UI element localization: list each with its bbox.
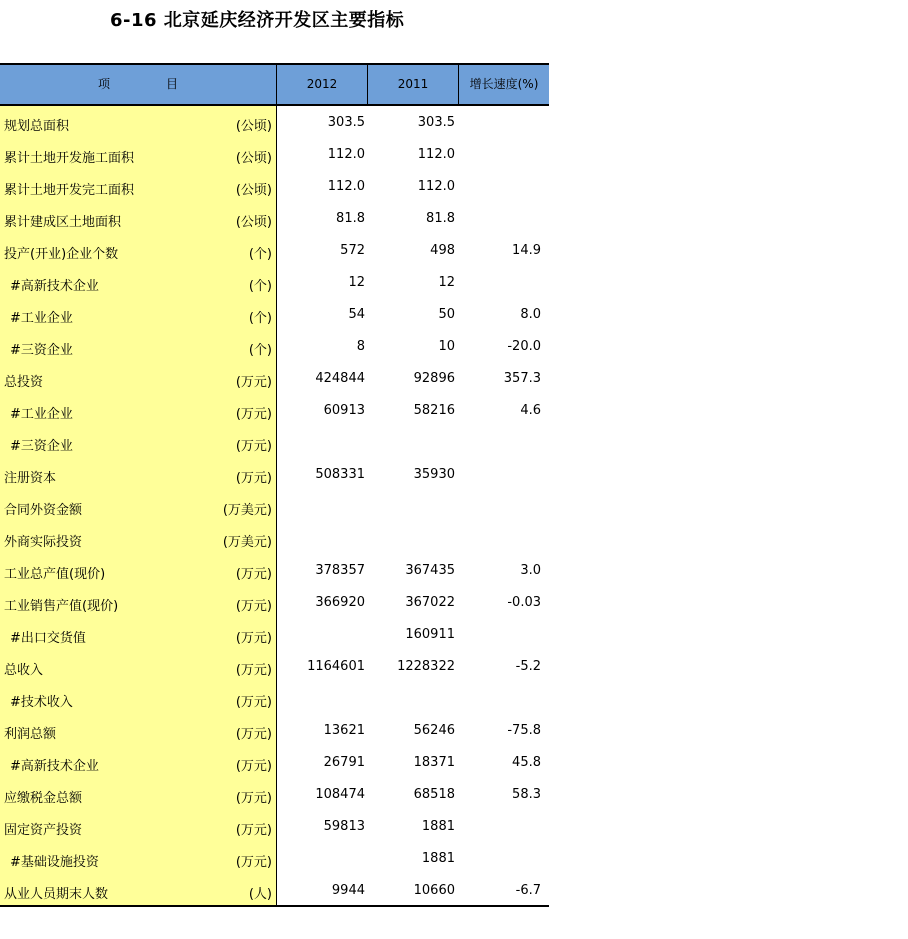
table-title: 6-16 北京延庆经济开发区主要指标 xyxy=(110,10,405,31)
value-2011: 1881 xyxy=(421,851,455,866)
value-2011: 58216 xyxy=(413,403,455,418)
value-2011: 112.0 xyxy=(417,179,455,194)
header-2011: 2011 xyxy=(397,77,429,91)
value-2011: 12 xyxy=(438,275,455,290)
row-unit: (万元) xyxy=(235,855,272,870)
value-2011: 56246 xyxy=(413,723,455,738)
table-row xyxy=(0,234,549,266)
table-row xyxy=(0,586,549,618)
row-name: 规划总面积 xyxy=(4,119,70,134)
row-name: #基础设施投资 xyxy=(10,855,99,870)
table-row xyxy=(0,554,549,586)
row-name: 总投资 xyxy=(4,375,44,390)
row-unit: (万元) xyxy=(235,599,272,614)
row-name: 外商实际投资 xyxy=(4,535,83,550)
value-growth: -75.8 xyxy=(507,723,541,738)
row-unit: (万元) xyxy=(235,823,272,838)
value-growth: -6.7 xyxy=(515,883,541,898)
row-name: 工业总产值(现价) xyxy=(4,567,106,582)
value-growth: 4.6 xyxy=(520,403,541,418)
value-growth: -5.2 xyxy=(515,659,541,674)
row-name: #工业企业 xyxy=(10,407,73,422)
value-2011: 10660 xyxy=(413,883,455,898)
value-2011: 367435 xyxy=(405,563,455,578)
value-2011: 498 xyxy=(430,243,455,258)
row-name: #工业企业 xyxy=(10,311,73,326)
row-name: 固定资产投资 xyxy=(4,823,83,838)
row-unit: (万美元) xyxy=(222,503,272,518)
value-growth: -0.03 xyxy=(507,595,541,610)
row-unit: (万元) xyxy=(235,375,272,390)
row-unit: (个) xyxy=(248,311,272,326)
table-row xyxy=(0,394,549,426)
value-2012: 1164601 xyxy=(307,659,365,674)
value-2012: 59813 xyxy=(323,819,365,834)
value-2012: 8 xyxy=(356,339,365,354)
row-unit: (万美元) xyxy=(222,535,272,550)
header-2012: 2012 xyxy=(306,77,338,91)
table-row xyxy=(0,682,549,714)
value-growth: 3.0 xyxy=(520,563,541,578)
value-2012: 12 xyxy=(348,275,365,290)
value-2011: 303.5 xyxy=(417,115,455,130)
row-unit: (公顷) xyxy=(235,215,272,230)
table-row xyxy=(0,650,549,682)
table-row xyxy=(0,170,549,202)
table-bottom-rule xyxy=(0,905,549,907)
row-name: #技术收入 xyxy=(10,695,73,710)
header-item xyxy=(0,65,276,104)
table-row xyxy=(0,458,549,490)
value-2011: 112.0 xyxy=(417,147,455,162)
row-name: 工业销售产值(现价) xyxy=(4,599,119,614)
table-row xyxy=(0,842,549,874)
row-name: 总收入 xyxy=(4,663,44,678)
value-2011: 35930 xyxy=(413,467,455,482)
value-2012: 108474 xyxy=(315,787,365,802)
table-row xyxy=(0,874,549,906)
row-name: #高新技术企业 xyxy=(10,279,99,294)
value-2012: 366920 xyxy=(315,595,365,610)
row-name: 应缴税金总额 xyxy=(4,791,83,806)
row-unit: (万元) xyxy=(235,759,272,774)
row-name: 累计土地开发完工面积 xyxy=(4,183,135,198)
value-2012: 112.0 xyxy=(327,179,365,194)
value-2012: 26791 xyxy=(323,755,365,770)
table-row xyxy=(0,330,549,362)
table-row xyxy=(0,778,549,810)
table-row xyxy=(0,266,549,298)
row-name: 投产(开业)企业个数 xyxy=(4,247,119,262)
value-2012: 303.5 xyxy=(327,115,365,130)
row-name: 累计土地开发施工面积 xyxy=(4,151,135,166)
value-2012: 508331 xyxy=(315,467,365,482)
row-name: 累计建成区土地面积 xyxy=(4,215,122,230)
row-name: 注册资本 xyxy=(4,471,57,486)
value-2011: 1228322 xyxy=(397,659,455,674)
value-growth: -20.0 xyxy=(507,339,541,354)
value-growth: 357.3 xyxy=(503,371,541,386)
value-growth: 45.8 xyxy=(512,755,541,770)
value-2011: 10 xyxy=(438,339,455,354)
value-2012: 378357 xyxy=(315,563,365,578)
row-unit: (公顷) xyxy=(235,151,272,166)
row-unit: (个) xyxy=(248,279,272,294)
row-unit: (公顷) xyxy=(235,183,272,198)
value-2012: 13621 xyxy=(323,723,365,738)
row-unit: (万元) xyxy=(235,567,272,582)
table-row xyxy=(0,714,549,746)
value-2011: 18371 xyxy=(413,755,455,770)
value-growth: 8.0 xyxy=(520,307,541,322)
row-name: #出口交货值 xyxy=(10,631,86,646)
value-2011: 50 xyxy=(438,307,455,322)
row-unit: (个) xyxy=(248,343,272,358)
header-growth: 增长速度(%) xyxy=(469,77,539,91)
value-2012: 81.8 xyxy=(336,211,365,226)
table-row xyxy=(0,138,549,170)
value-2012: 424844 xyxy=(315,371,365,386)
row-unit: (万元) xyxy=(235,631,272,646)
value-2012: 54 xyxy=(348,307,365,322)
table-row xyxy=(0,618,549,650)
row-unit: (万元) xyxy=(235,695,272,710)
row-name: #三资企业 xyxy=(10,439,73,454)
value-2012: 572 xyxy=(340,243,365,258)
row-unit: (人) xyxy=(248,887,272,902)
value-2011: 1881 xyxy=(421,819,455,834)
value-growth: 14.9 xyxy=(512,243,541,258)
value-2012: 112.0 xyxy=(327,147,365,162)
table-row xyxy=(0,522,549,554)
table-header xyxy=(0,63,549,106)
row-unit: (万元) xyxy=(235,471,272,486)
table-row xyxy=(0,746,549,778)
row-name: 利润总额 xyxy=(4,727,57,742)
value-2012: 60913 xyxy=(323,403,365,418)
value-2011: 160911 xyxy=(405,627,455,642)
table-row xyxy=(0,490,549,522)
table-row xyxy=(0,810,549,842)
value-2011: 92896 xyxy=(413,371,455,386)
value-2012: 9944 xyxy=(331,883,365,898)
row-unit: (万元) xyxy=(235,663,272,678)
row-unit: (万元) xyxy=(235,439,272,454)
table-row xyxy=(0,298,549,330)
table-row xyxy=(0,362,549,394)
value-growth: 58.3 xyxy=(512,787,541,802)
header-item-char-1: 项 xyxy=(97,77,110,91)
value-2011: 81.8 xyxy=(426,211,455,226)
row-unit: (个) xyxy=(248,247,272,262)
row-unit: (公顷) xyxy=(235,119,272,134)
table-row xyxy=(0,426,549,458)
row-name: 合同外资金额 xyxy=(4,503,83,518)
header-item-char-2: 目 xyxy=(166,77,179,91)
row-unit: (万元) xyxy=(235,791,272,806)
row-unit: (万元) xyxy=(235,727,272,742)
value-2011: 68518 xyxy=(413,787,455,802)
value-2011: 367022 xyxy=(405,595,455,610)
row-unit: (万元) xyxy=(235,407,272,422)
row-name: 从业人员期末人数 xyxy=(4,887,109,902)
row-name: #高新技术企业 xyxy=(10,759,99,774)
row-name: #三资企业 xyxy=(10,343,73,358)
table-row xyxy=(0,202,549,234)
table-row xyxy=(0,106,549,138)
